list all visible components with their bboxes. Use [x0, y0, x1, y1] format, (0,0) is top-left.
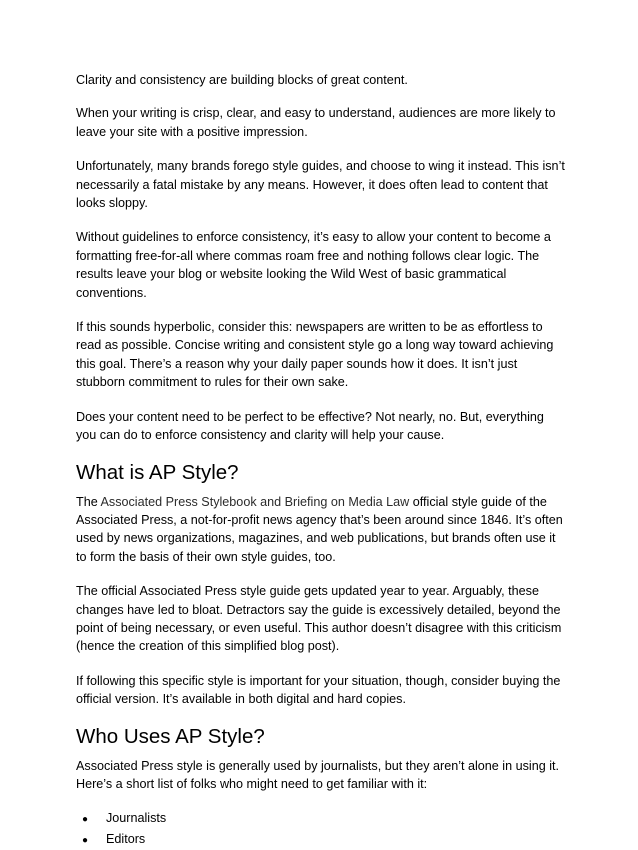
what-is-prefix: The [76, 494, 101, 509]
heading-what-is-ap-style: What is AP Style? [76, 460, 239, 484]
heading-who-uses-ap-style: Who Uses AP Style? [76, 724, 265, 748]
list-item-label: Journalists [106, 811, 167, 826]
bullet-icon: ● [82, 834, 89, 846]
what-is-suffix: official style guide of the Associated Press, a not-for-profit news agency that’s been around since 1846. It’s often used by news organizations, magazines, and web publications, but brands often use it to form the basis of their own style guides, too. [76, 494, 563, 564]
who-uses-paragraph-1: Associated Press style is generally used by journalists, but they aren’t alone in using it. Here’s a short list of folks who might need to get familiar with it: [76, 758, 560, 791]
intro-paragraph-3: Unfortunately, many brands forego style guides, and choose to wing it instead. This isn’t necessarily a fatal mistake by any means. However, it does often lead to content that looks sloppy. [76, 159, 565, 211]
intro-paragraph-5: If this sounds hyperbolic, consider this: newspapers are written to be as effortless to read as possible. Concise writing and consistent style go a long way toward achieving this goal. There’s a reason why your daily paper sounds how it does. It isn’t just stubborn commitment to rules for their own sake. [76, 320, 554, 390]
list-item [82, 809, 566, 829]
what-is-paragraph-3: If following this specific style is important for your situation, though, consider buying the official version. It’s available in both digital and hard copies. [76, 673, 561, 707]
list-item [82, 830, 566, 850]
bullet-icon: ● [82, 814, 89, 826]
intro-paragraph-1: Clarity and consistency are building blocks of great content. [76, 73, 408, 87]
list-item-label: Editors [106, 831, 146, 846]
intro-paragraph-4: Without guidelines to enforce consistency, it’s easy to allow your content to become a formatting free-for-all where commas roam free and nothing follows clear logic. The results leave your blog or website looking the Wild West of basic grammatical conventions. [76, 230, 551, 300]
what-is-paragraph-2: The official Associated Press style guide gets updated year to year. Arguably, these changes have led to bloat. Detractors say the guide is excessively detailed, beyond the point of being necessary, or even useful. This author doesn’t disagree with this criticism (hence the creation of this simplified blog post). [76, 584, 562, 654]
who-uses-list [76, 809, 566, 850]
intro-paragraph-6: Does your content need to be perfect to be effective? Not nearly, no. But, everything you can do to enforce consistency and clarity will help your cause. [76, 409, 544, 443]
intro-paragraph-2: When your writing is crisp, clear, and easy to understand, audiences are more likely to leave your site with a positive impression. [76, 106, 556, 139]
document-page [76, 71, 566, 850]
what-is-paragraph-1 [76, 493, 566, 567]
stylebook-link[interactable]: Associated Press Stylebook and Briefing on Media Law [100, 494, 410, 509]
